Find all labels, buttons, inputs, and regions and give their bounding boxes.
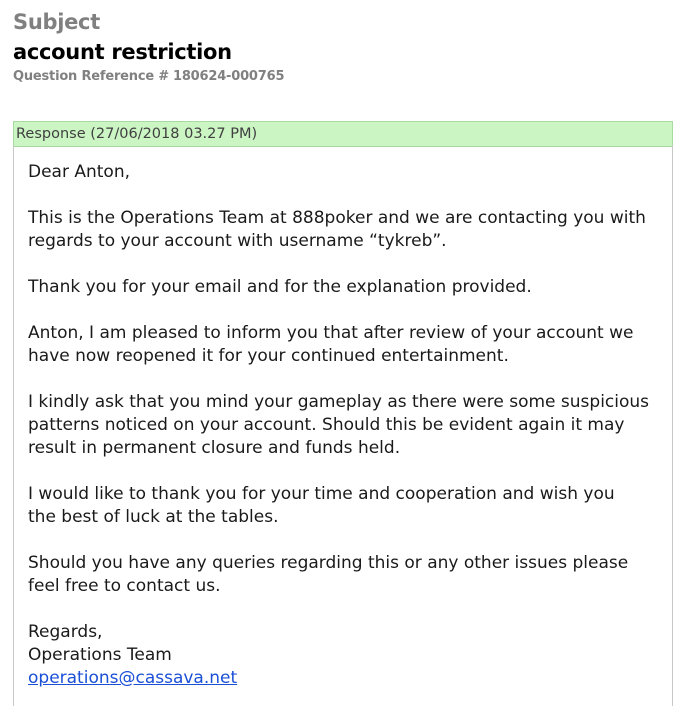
closing-text: Regards,: [28, 622, 103, 642]
paragraph-line: have now reopened it for your continued entertainment.: [28, 346, 509, 366]
paragraph-line: I would like to thank you for your time and cooperation and wish you: [28, 484, 615, 504]
greeting: Dear Anton,: [28, 162, 131, 182]
response-header: Response (27/06/2018 03.27 PM): [13, 121, 673, 147]
question-reference-number: 180624-000765: [172, 69, 285, 84]
paragraph-line: regards to your account with username “tykreb”.: [28, 231, 447, 251]
paragraph-line: result in permanent closure and funds held.: [28, 438, 401, 458]
paragraph-line: This is the Operations Team at 888poker and we are contacting you with: [28, 208, 646, 228]
question-reference-label: Question Reference #: [13, 69, 169, 84]
response-body: [13, 146, 673, 706]
paragraph-line: patterns noticed on your account. Should this be evident again it may: [28, 415, 625, 435]
message-paragraph: [28, 552, 660, 598]
paragraph-line: I kindly ask that you mind your gameplay as there were some suspicious: [28, 392, 650, 412]
signature-team: Operations Team: [28, 645, 172, 665]
message-paragraph: [28, 483, 660, 529]
paragraph-line: the best of luck at the tables.: [28, 507, 279, 527]
paragraph-line: feel free to contact us.: [28, 576, 221, 596]
email-link[interactable]: operations@cassava.net: [28, 668, 238, 688]
paragraph-line: Should you have any queries regarding this or any other issues please: [28, 553, 629, 573]
message-paragraph: [28, 391, 660, 460]
question-reference: [13, 69, 284, 84]
signature-block: [28, 621, 660, 690]
message-paragraph: [28, 322, 660, 368]
subject-title: account restriction: [13, 40, 232, 64]
paragraph-line: Anton, I am pleased to inform you that after review of your account we: [28, 323, 634, 343]
paragraph-line: Thank you for your email and for the explanation provided.: [28, 277, 532, 297]
message-paragraph: [28, 207, 660, 253]
subject-label: Subject: [13, 10, 100, 34]
message-paragraph: [28, 276, 660, 299]
